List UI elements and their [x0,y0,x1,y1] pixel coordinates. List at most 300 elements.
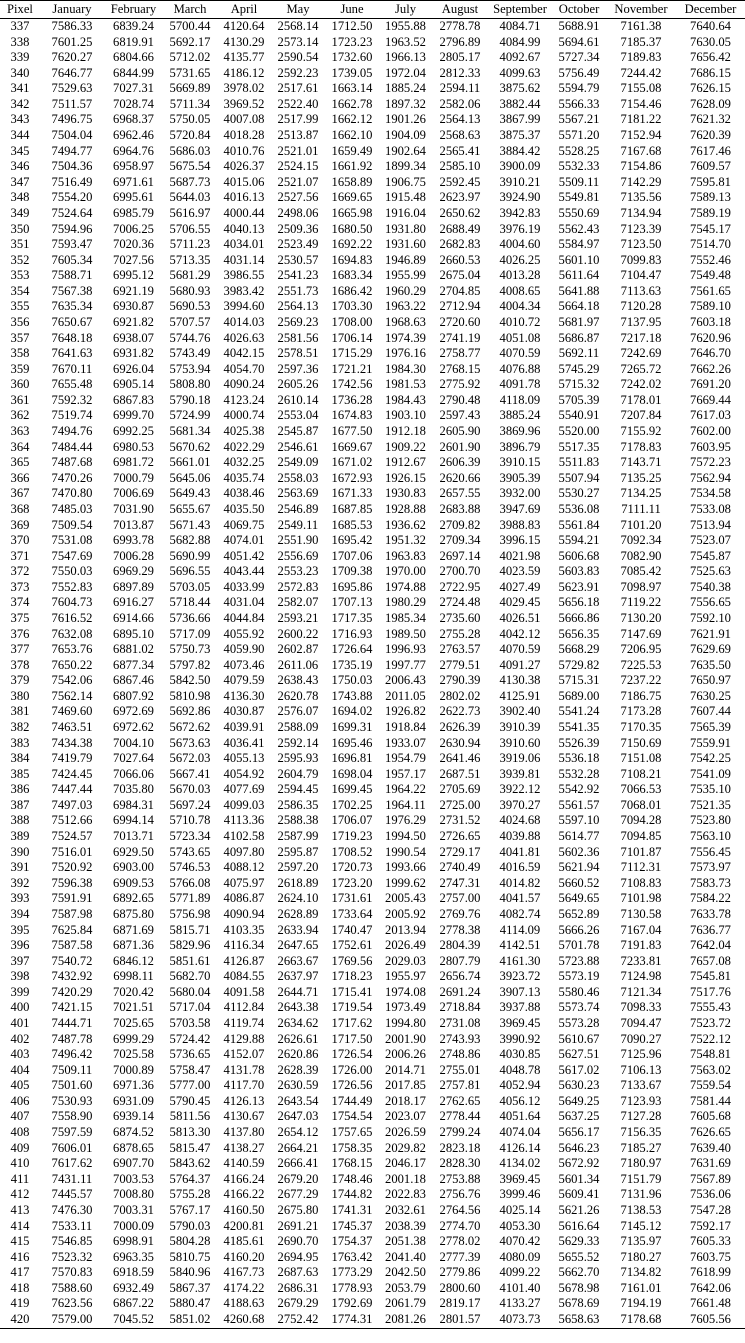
value-cell: 7082.90 [620,548,662,563]
value-cell: 7194.19 [620,1296,662,1311]
value-cell: 4040.13 [223,221,265,236]
value-cell: 5696.55 [169,564,211,579]
value-cell: 7653.76 [51,642,93,657]
value-cell: 7628.09 [690,96,731,111]
value-cell: 2509.36 [277,221,319,236]
value-cell: 7094.28 [620,813,662,828]
value-cell: 7242.02 [620,377,662,392]
value-cell: 6938.07 [113,330,154,345]
value-cell: 4053.30 [499,1218,541,1233]
value-cell: 5655.52 [558,1249,600,1264]
table-row [0,1000,745,1016]
value-cell: 1912.18 [385,424,426,439]
table-row [0,144,745,160]
value-cell: 1744.82 [331,1187,373,1202]
value-cell: 7421.15 [51,1000,93,1015]
value-cell: 1994.80 [385,1016,426,1030]
value-cell: 5736.65 [169,1047,211,1062]
table-row [0,518,745,534]
table-row [0,720,745,736]
value-cell: 2775.92 [439,377,481,392]
value-cell: 2578.51 [277,346,319,361]
value-cell: 2682.83 [439,237,481,252]
value-cell: 1707.06 [331,548,373,563]
value-cell: 3932.00 [499,486,541,501]
value-cell: 4054.70 [223,361,265,376]
value-cell: 2026.49 [385,938,426,953]
pixel-cell: 410 [10,1156,30,1171]
pixel-cell: 366 [10,470,30,485]
value-cell: 4070.59 [499,346,541,361]
value-cell: 4022.29 [223,439,265,454]
value-cell: 5637.25 [558,1109,600,1124]
value-cell: 2731.52 [439,813,481,828]
value-cell: 4041.57 [499,891,541,906]
value-cell: 7655.48 [51,377,93,392]
value-cell: 3905.39 [499,470,541,485]
value-cell: 6939.14 [113,1109,154,1124]
value-cell: 2630.94 [439,735,481,750]
value-cell: 5724.42 [169,1031,211,1046]
value-cell: 1954.79 [385,751,426,766]
value-cell: 7561.65 [690,283,731,298]
value-cell: 7662.26 [690,361,731,376]
value-cell: 5549.81 [558,190,600,205]
value-cell: 5621.94 [558,860,600,875]
value-cell: 6875.80 [113,906,154,921]
value-cell: 7504.04 [51,128,93,143]
value-cell: 3996.15 [499,533,541,548]
pixel-cell: 342 [10,96,30,111]
value-cell: 4048.78 [499,1062,541,1077]
value-cell: 1669.67 [331,439,373,454]
value-cell: 4161.30 [499,953,541,968]
value-cell: 2779.51 [439,657,481,672]
value-cell: 5630.23 [558,1078,600,1093]
value-cell: 7135.25 [620,470,662,485]
value-cell: 7147.69 [620,626,662,641]
header-june: June [325,1,379,19]
value-cell: 5842.50 [169,673,211,688]
value-cell: 2622.73 [439,704,481,719]
value-cell: 7642.06 [690,1280,731,1295]
value-cell: 5573.28 [558,1016,600,1030]
value-cell: 4043.44 [223,564,265,579]
value-cell: 7496.75 [51,112,93,127]
table-row [0,689,745,705]
value-cell: 4138.27 [223,1140,265,1155]
value-cell: 7594.96 [51,221,93,236]
value-cell: 1903.10 [385,408,426,423]
table-row [0,112,745,128]
value-cell: 5723.88 [558,953,600,968]
value-cell: 7003.53 [113,1171,154,1186]
pixel-cell: 343 [10,112,30,127]
value-cell: 7020.42 [113,984,154,999]
table-row [0,1234,745,1250]
value-cell: 2712.94 [439,299,481,314]
value-cell: 4103.35 [223,922,265,937]
value-cell: 2005.43 [385,891,426,906]
pixel-cell: 359 [10,361,30,376]
value-cell: 5703.05 [169,579,211,594]
value-cell: 4076.88 [499,361,541,376]
value-cell: 4135.77 [223,50,265,65]
value-cell: 4023.59 [499,564,541,579]
value-cell: 7519.74 [51,408,93,423]
value-cell: 4026.25 [499,252,541,267]
value-cell: 5680.93 [169,283,211,298]
value-cell: 5656.18 [558,595,600,610]
pixel-cell: 417 [10,1265,30,1280]
pixel-cell: 353 [10,268,30,283]
value-cell: 1758.35 [331,1140,373,1155]
pixel-cell: 378 [10,657,30,672]
value-cell: 7142.29 [620,174,662,189]
value-cell: 7173.28 [620,704,662,719]
value-cell: 2683.88 [439,501,481,516]
value-cell: 1708.00 [331,314,373,329]
value-cell: 7661.48 [690,1296,731,1311]
value-cell: 2001.18 [385,1171,426,1186]
value-cell: 4126.87 [223,953,265,968]
value-cell: 5606.68 [558,548,600,563]
value-cell: 5532.33 [558,159,600,174]
value-cell: 7135.56 [620,190,662,205]
value-cell: 6918.59 [113,1265,154,1280]
value-cell: 7565.39 [690,720,731,735]
value-cell: 5715.32 [558,377,600,392]
value-cell: 6999.29 [113,1031,154,1046]
value-cell: 6916.27 [113,595,154,610]
value-cell: 7000.89 [113,1062,154,1077]
value-cell: 2582.06 [439,96,481,111]
value-cell: 2038.39 [385,1218,426,1233]
pixel-cell: 350 [10,221,30,236]
value-cell: 2586.35 [277,797,319,812]
header-row [0,1,745,19]
value-cell: 7587.98 [51,906,93,921]
value-cell: 1735.19 [331,657,373,672]
value-cell: 2620.86 [277,1047,319,1062]
value-cell: 2017.85 [385,1078,426,1093]
value-cell: 5649.43 [169,486,211,501]
value-cell: 2677.29 [277,1187,319,1202]
value-cell: 1931.80 [385,221,426,236]
value-cell: 2641.46 [439,751,481,766]
value-cell: 6846.12 [113,953,154,968]
value-cell: 1715.41 [331,984,373,999]
value-cell: 7620.27 [51,50,93,65]
pixel-cell: 354 [10,283,30,298]
value-cell: 5616.97 [169,205,211,220]
value-cell: 2006.26 [385,1047,426,1062]
value-cell: 2582.07 [277,595,319,610]
value-cell: 2735.60 [439,610,481,625]
value-cell: 1964.11 [385,797,426,812]
table-row [0,377,745,393]
value-cell: 1768.15 [331,1156,373,1171]
value-cell: 2664.21 [277,1140,319,1155]
pixel-cell: 360 [10,377,30,392]
value-cell: 7237.22 [620,673,662,688]
value-cell: 5540.91 [558,408,600,423]
value-cell: 7648.18 [51,330,93,345]
value-cell: 3978.02 [223,81,265,96]
value-cell: 7154.46 [620,96,662,111]
value-cell: 7588.71 [51,268,93,283]
value-cell: 7550.03 [51,564,93,579]
value-cell: 5573.74 [558,1000,600,1015]
value-cell: 2626.39 [439,720,481,735]
value-cell: 2643.38 [277,1000,319,1015]
value-cell: 1985.34 [385,610,426,625]
value-cell: 1968.63 [385,314,426,329]
value-cell: 1752.61 [331,938,373,953]
value-cell: 4188.63 [223,1296,265,1311]
value-cell: 5750.05 [169,112,211,127]
value-cell: 5729.82 [558,657,600,672]
value-cell: 7101.87 [620,844,662,859]
pixel-cell: 347 [10,174,30,189]
value-cell: 2553.23 [277,564,319,579]
value-cell: 5573.19 [558,969,600,984]
value-cell: 4112.84 [223,1000,265,1015]
value-cell: 2801.57 [439,1311,481,1326]
value-cell: 5692.17 [169,34,211,49]
value-cell: 4018.28 [223,128,265,143]
value-cell: 7006.25 [113,221,154,236]
value-cell: 2748.86 [439,1047,481,1062]
value-cell: 7552.46 [690,252,731,267]
value-cell: 6995.12 [113,268,154,283]
header-pixel: Pixel [0,1,40,19]
pixel-cell: 371 [10,548,30,563]
value-cell: 5724.99 [169,408,211,423]
value-cell: 7542.06 [51,673,93,688]
value-cell: 7511.57 [51,96,93,111]
value-cell: 4129.88 [223,1031,265,1046]
value-cell: 5675.54 [169,159,211,174]
value-cell: 5660.52 [558,875,600,890]
value-cell: 7579.00 [51,1311,93,1326]
value-cell: 7432.92 [51,969,93,984]
value-cell: 7120.28 [620,299,662,314]
pixel-cell: 379 [10,673,30,688]
value-cell: 1773.29 [331,1265,373,1280]
value-cell: 2718.84 [439,1000,481,1015]
value-cell: 7630.25 [690,688,731,703]
value-cell: 5815.47 [169,1140,211,1155]
value-cell: 4000.74 [223,408,265,423]
value-cell: 7525.63 [690,564,731,579]
value-cell: 7632.08 [51,626,93,641]
value-cell: 7469.60 [51,704,93,719]
table-row [0,829,745,845]
table-row [0,1047,745,1063]
pixel-cell: 367 [10,486,30,501]
value-cell: 7559.91 [690,735,731,750]
value-cell: 2828.30 [439,1156,481,1171]
table-row [0,471,745,487]
table-row [0,35,745,51]
value-cell: 2623.97 [439,190,481,205]
value-cell: 5542.92 [558,782,600,797]
value-cell: 2611.06 [277,657,319,672]
value-cell: 5804.28 [169,1234,211,1249]
value-cell: 4113.36 [223,813,265,828]
value-cell: 7025.58 [113,1047,154,1062]
value-cell: 5703.58 [169,1016,211,1030]
table-body [0,19,745,1329]
value-cell: 7686.15 [690,65,731,80]
value-cell: 7180.97 [620,1156,662,1171]
value-cell: 7135.97 [620,1234,662,1249]
value-cell: 7589.19 [690,205,731,220]
value-cell: 2572.83 [277,579,319,594]
value-cell: 4074.01 [223,533,265,548]
pixel-cell: 399 [10,984,30,999]
value-cell: 5746.53 [169,860,211,875]
value-cell: 2597.20 [277,860,319,875]
value-cell: 2521.01 [277,143,319,158]
value-cell: 1885.24 [385,81,426,96]
value-cell: 4055.13 [223,751,265,766]
value-cell: 1708.52 [331,844,373,859]
value-cell: 7625.84 [51,922,93,937]
value-cell: 4099.22 [499,1265,541,1280]
value-cell: 7484.44 [51,439,93,454]
value-cell: 5758.47 [169,1062,211,1077]
value-cell: 5690.53 [169,299,211,314]
table-row [0,1141,745,1157]
value-cell: 3867.99 [499,112,541,127]
value-cell: 7596.38 [51,875,93,890]
value-cell: 3969.45 [499,1016,541,1030]
value-cell: 2029.03 [385,953,426,968]
value-cell: 5669.89 [169,81,211,96]
value-cell: 7554.20 [51,190,93,205]
value-cell: 7094.47 [620,1016,662,1030]
table-row [0,1281,745,1297]
value-cell: 2023.07 [385,1109,426,1124]
table-row [0,66,745,82]
pixel-cell: 344 [10,128,30,143]
value-cell: 4034.01 [223,237,265,252]
value-cell: 2590.54 [277,50,319,65]
pixel-cell: 401 [10,1016,30,1030]
table-header [0,1,745,19]
value-cell: 7621.91 [690,626,731,641]
value-cell: 5717.04 [169,1000,211,1015]
value-cell: 5644.03 [169,190,211,205]
value-cell: 2606.39 [439,455,481,470]
value-cell: 4051.08 [499,330,541,345]
value-cell: 1695.46 [331,735,373,750]
value-cell: 2541.23 [277,268,319,283]
value-cell: 7092.34 [620,533,662,548]
value-cell: 4130.67 [223,1109,265,1124]
value-cell: 4008.65 [499,283,541,298]
value-cell: 1709.38 [331,564,373,579]
table-row [0,1125,745,1141]
pixel-cell: 391 [10,860,30,875]
value-cell: 2597.43 [439,408,481,423]
value-cell: 4200.81 [223,1218,265,1233]
value-cell: 7549.48 [690,268,731,283]
value-cell: 4051.42 [223,548,265,563]
value-cell: 1974.39 [385,330,426,345]
value-cell: 2705.69 [439,782,481,797]
value-cell: 1736.28 [331,392,373,407]
value-cell: 4090.94 [223,906,265,921]
value-cell: 6881.02 [113,642,154,657]
header-september: September [488,1,552,19]
value-cell: 5672.92 [558,1156,600,1171]
value-cell: 7131.96 [620,1187,662,1202]
value-cell: 7603.18 [690,314,731,329]
value-cell: 4004.34 [499,299,541,314]
value-cell: 7021.51 [113,1000,154,1015]
value-cell: 2700.70 [439,564,481,579]
value-cell: 7181.22 [620,112,662,127]
value-cell: 7027.64 [113,751,154,766]
value-cell: 4026.63 [223,330,265,345]
value-cell: 4059.90 [223,642,265,657]
table-row [0,1312,745,1328]
value-cell: 5745.29 [558,361,600,376]
value-cell: 6972.62 [113,720,154,735]
value-cell: 1671.02 [331,455,373,470]
value-cell: 7424.45 [51,766,93,781]
value-cell: 7546.85 [51,1234,93,1249]
value-cell: 7552.83 [51,579,93,594]
pixel-cell: 376 [10,626,30,641]
table-row [0,1063,745,1079]
value-cell: 4035.50 [223,501,265,516]
value-cell: 7134.82 [620,1265,662,1280]
pixel-cell: 368 [10,501,30,516]
pixel-cell: 411 [10,1171,30,1186]
value-cell: 5736.66 [169,610,211,625]
value-cell: 7127.28 [620,1109,662,1124]
value-cell: 2624.10 [277,891,319,906]
value-cell: 2753.88 [439,1171,481,1186]
value-cell: 4041.81 [499,844,541,859]
value-cell: 4031.14 [223,252,265,267]
table-row [0,751,745,767]
value-cell: 1718.23 [331,969,373,984]
pixel-cell: 340 [10,65,30,80]
pixel-cell: 420 [10,1311,30,1326]
value-cell: 7151.08 [620,751,662,766]
value-cell: 5536.18 [558,751,600,766]
value-cell: 1720.73 [331,860,373,875]
pixel-cell: 393 [10,891,30,906]
value-cell: 5507.94 [558,470,600,485]
value-cell: 2513.87 [277,128,319,143]
value-cell: 2764.56 [439,1202,481,1217]
value-cell: 2778.78 [439,19,481,33]
value-cell: 1974.88 [385,579,426,594]
value-cell: 7597.59 [51,1125,93,1140]
table-row [0,595,745,611]
value-cell: 1981.53 [385,377,426,392]
value-cell: 2690.70 [277,1234,319,1249]
value-cell: 5649.65 [558,891,600,906]
value-cell: 5681.34 [169,424,211,439]
value-cell: 2675.04 [439,268,481,283]
